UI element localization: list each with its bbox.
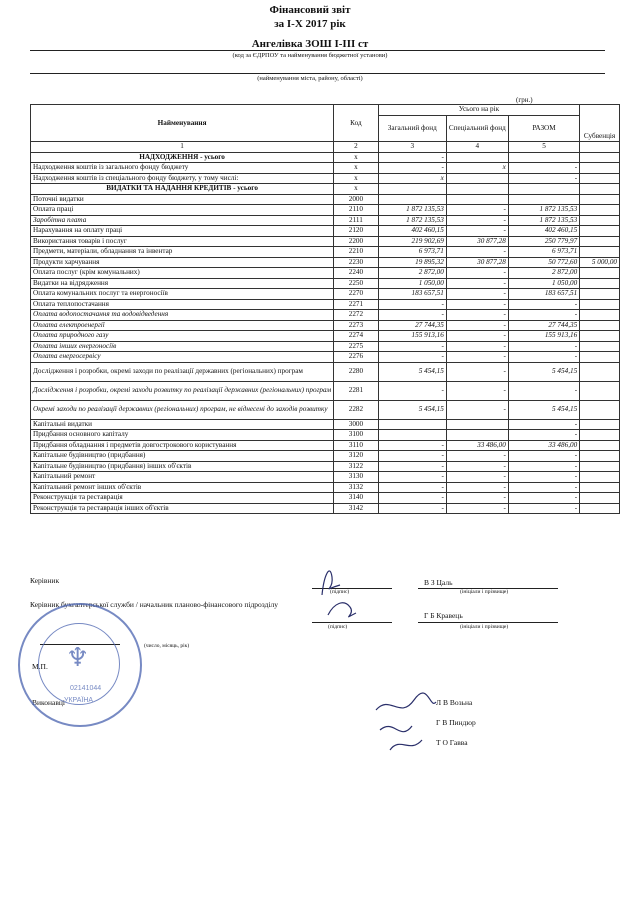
row-special: - [446,205,508,216]
row-general: 5 454,15 [378,400,446,419]
col-special-header: Спеціальний фонд [446,115,508,141]
table-row [31,215,620,226]
table-row [31,419,620,430]
row-subvention [580,400,620,419]
row-code: 2110 [334,205,379,216]
row-name: Оплата послуг (крім комунальних) [31,268,334,279]
row-total: - [508,493,579,504]
accountant-name: Г Б Кравець [424,611,463,620]
row-total: - [508,352,579,363]
col-number-2: 2 [334,142,379,153]
table-row [31,493,620,504]
row-name: Капітальний ремонт інших об'єктів [31,482,334,493]
row-name: Заробітна плата [31,215,334,226]
row-general: 1 050,00 [378,278,446,289]
row-subvention [580,503,620,514]
table-row [31,278,620,289]
row-subvention [580,362,620,381]
col-number-1: 1 [31,142,334,153]
row-subvention [580,472,620,483]
row-subvention [580,440,620,451]
row-general: - [378,493,446,504]
row-subvention [580,451,620,462]
row-general: 183 657,51 [378,289,446,300]
row-subvention [580,310,620,321]
row-code: 2240 [334,268,379,279]
col-number-4: 4 [446,142,508,153]
row-subvention [580,320,620,331]
table-row [31,289,620,300]
row-special [446,194,508,205]
row-subvention [580,461,620,472]
row-name: Дослідження і розробки, окремі заходи по реалізації державних (регіональних) програм [31,362,334,381]
row-name: Надходження коштів із спеціального фонду бюджету, у тому числі: [31,173,334,184]
row-total: - [508,451,579,462]
row-subvention [580,341,620,352]
row-general: - [378,299,446,310]
row-total: 50 772,60 [508,257,579,268]
table-row [31,482,620,493]
col-name-header: Найменування [31,105,334,142]
row-special: 30 877,28 [446,257,508,268]
row-name: Оплата інших енергоносіїв [31,341,334,352]
row-total: 5 454,15 [508,362,579,381]
row-total [508,194,579,205]
row-general: 1 872 135,53 [378,205,446,216]
row-general: - [378,341,446,352]
row-name: Реконструкція та реставрація [31,493,334,504]
row-total: 6 973,71 [508,247,579,258]
row-subvention [580,352,620,363]
table-row [31,362,620,381]
executor-2: Г В Пиндюр [436,718,476,727]
table-row [31,472,620,483]
row-code: 3122 [334,461,379,472]
row-name: Реконструкція та реставрація інших об'єктів [31,503,334,514]
row-total [508,184,579,195]
row-general: x [378,173,446,184]
table-row [31,352,620,363]
row-subvention [580,163,620,174]
row-general: 219 902,69 [378,236,446,247]
head-name-caption: (ініціали і прізвище) [460,589,509,595]
row-special: x [446,163,508,174]
head-label: Керівник [30,576,60,585]
row-total: 33 486,00 [508,440,579,451]
row-name: Продукти харчування [31,257,334,268]
table-row [31,173,620,184]
head-name: В З Цаль [424,578,453,587]
row-special: - [446,482,508,493]
table-row [31,320,620,331]
row-subvention [580,215,620,226]
row-total: 250 779,97 [508,236,579,247]
row-total: - [508,173,579,184]
table-row [31,299,620,310]
row-special: - [446,472,508,483]
row-special: - [446,352,508,363]
row-code: x [334,184,379,195]
row-name: Придбання основного капіталу [31,430,334,441]
table-row [31,331,620,342]
row-code: 2000 [334,194,379,205]
row-subvention [580,173,620,184]
col-subvention-header: Субвенція [580,105,620,142]
institution-caption: (код за ЄДРПОУ та найменування бюджетної установи) [232,52,388,59]
row-general: - [378,461,446,472]
row-general: - [378,440,446,451]
col-number-5: 5 [508,142,579,153]
row-general: - [378,503,446,514]
row-total: 402 460,15 [508,226,579,237]
row-general [378,430,446,441]
row-special [446,184,508,195]
row-subvention [580,381,620,400]
table-row [31,247,620,258]
row-subvention [580,482,620,493]
row-total: - [508,299,579,310]
row-general [378,419,446,430]
row-code: 2111 [334,215,379,226]
accountant-name-caption: (ініціали і прізвище) [460,624,509,630]
row-general: 1 872 135,53 [378,215,446,226]
row-special [446,152,508,163]
unit-label: (грн.) [516,96,533,104]
row-subvention [580,278,620,289]
row-subvention [580,184,620,195]
row-subvention [580,236,620,247]
row-general: 2 872,00 [378,268,446,279]
row-name: Оплата електроенергії [31,320,334,331]
row-code: 2276 [334,352,379,363]
row-name: Нарахування на оплату праці [31,226,334,237]
row-subvention [580,430,620,441]
executor-3: Т О Гавва [436,738,468,747]
row-special: - [446,461,508,472]
row-special [446,419,508,430]
row-special: - [446,400,508,419]
row-code: 2272 [334,310,379,321]
executors-label: Виконавці [32,698,66,707]
row-name: ВИДАТКИ ТА НАДАННЯ КРЕДИТІВ - усього [31,184,334,195]
row-subvention: 5 000,00 [580,257,620,268]
row-general: 155 913,16 [378,331,446,342]
row-name: Надходження коштів із загального фонду бюджету [31,163,334,174]
executor-1: Л В Возьна [436,698,473,707]
row-name: Оплата водопостачання та водовідведення [31,310,334,321]
date-caption: (число, місяць, рік) [144,643,190,649]
financial-table [30,104,620,514]
row-special: 33 486,00 [446,440,508,451]
row-total: 1 872 135,53 [508,205,579,216]
table-row [31,400,620,419]
accountant-sign-caption: (підпис) [328,624,348,630]
row-general: - [378,163,446,174]
row-name: Дослідження і розробки, окремі заходи розвитку по реалізації державних (регіональних) програм [31,381,334,400]
col-total-header: РАЗОМ [508,115,579,141]
row-special: - [446,310,508,321]
row-code: 2282 [334,400,379,419]
table-row [31,236,620,247]
row-general [378,194,446,205]
row-code: 2270 [334,289,379,300]
row-special: - [446,503,508,514]
row-special: - [446,341,508,352]
col-number-3: 3 [378,142,446,153]
row-name: Капітальне будівництво (придбання) інших об'єктів [31,461,334,472]
stamp-code: 02141044 [70,685,102,692]
row-special: - [446,247,508,258]
row-subvention [580,299,620,310]
row-special: - [446,278,508,289]
row-general: 27 744,35 [378,320,446,331]
row-special: - [446,289,508,300]
row-total: 1 050,00 [508,278,579,289]
row-total: - [508,310,579,321]
row-name: Поточні видатки [31,194,334,205]
table-row [31,430,620,441]
row-code: 2273 [334,320,379,331]
row-total: - [508,381,579,400]
row-special: 30 877,28 [446,236,508,247]
row-name: Оплата праці [31,205,334,216]
row-total [508,152,579,163]
row-name: Оплата енергосервісу [31,352,334,363]
table-row [31,503,620,514]
row-code: 3110 [334,440,379,451]
row-special: - [446,362,508,381]
row-code: 3100 [334,430,379,441]
row-total: - [508,163,579,174]
row-subvention [580,247,620,258]
row-code: 2120 [334,226,379,237]
row-code: 2281 [334,381,379,400]
row-special: - [446,451,508,462]
signature-scribbles-bottom [370,690,460,760]
row-code: 3140 [334,493,379,504]
row-general: - [378,451,446,462]
table-row [31,152,620,163]
col-code-header: Код [334,105,379,142]
row-code: 2274 [334,331,379,342]
location-caption: (найменування міста, району, області) [257,75,363,82]
row-total: - [508,419,579,430]
row-special: - [446,381,508,400]
trident-icon: ♆ [66,643,90,673]
official-stamp [18,603,142,727]
row-code: 2271 [334,299,379,310]
row-special: - [446,215,508,226]
table-row [31,381,620,400]
row-total: - [508,430,579,441]
accountant-name-line [418,622,558,623]
table-row [31,226,620,237]
row-general: - [378,152,446,163]
row-general: - [378,310,446,321]
row-subvention [580,493,620,504]
col-general-header: Загальний фонд [378,115,446,141]
row-total: - [508,341,579,352]
row-code: 2200 [334,236,379,247]
row-name: Капітальні видатки [31,419,334,430]
row-subvention [580,152,620,163]
row-general: 19 895,32 [378,257,446,268]
row-total: 27 744,35 [508,320,579,331]
row-name: Видатки на відрядження [31,278,334,289]
row-total: - [508,503,579,514]
row-total: 5 454,15 [508,400,579,419]
institution-underline [30,50,605,51]
row-name: Предмети, матеріали, обладнання та інвентар [31,247,334,258]
head-sign-caption: (підпис) [330,589,350,595]
row-code: x [334,163,379,174]
row-general: - [378,352,446,363]
row-special [446,430,508,441]
row-general: 6 973,71 [378,247,446,258]
row-special: - [446,320,508,331]
row-name: Оплата комунальних послуг та енергоносіїв [31,289,334,300]
seal-label: М.П. [32,662,48,671]
table-row [31,257,620,268]
row-special [446,173,508,184]
institution-name: Ангелівка ЗОШ I-III ст [251,38,369,50]
row-name: НАДХОДЖЕННЯ - усього [31,152,334,163]
row-total: 183 657,51 [508,289,579,300]
table-row [31,194,620,205]
table-row [31,184,620,195]
row-code: 2230 [334,257,379,268]
signature-scribbles-top [310,555,390,625]
row-code: 3130 [334,472,379,483]
row-total: - [508,472,579,483]
row-code: x [334,173,379,184]
stamp-country: УКРАЇНА [64,697,94,704]
row-subvention [580,194,620,205]
col-group-header: Усього на рік [378,105,579,116]
row-code: 2210 [334,247,379,258]
row-total: - [508,461,579,472]
row-name: Оплата теплопостачання [31,299,334,310]
row-special: - [446,226,508,237]
row-general [378,184,446,195]
row-subvention [580,226,620,237]
row-name: Оплата природного газу [31,331,334,342]
row-special: - [446,331,508,342]
row-general: 5 454,15 [378,362,446,381]
row-total: 2 872,00 [508,268,579,279]
row-special: - [446,268,508,279]
table-row [31,205,620,216]
row-code: 3000 [334,419,379,430]
row-general: - [378,482,446,493]
row-code: 2275 [334,341,379,352]
row-general: - [378,472,446,483]
row-code: 3120 [334,451,379,462]
row-name: Використання товарів і послуг [31,236,334,247]
report-period: за I-X 2017 рік [274,18,346,30]
report-title: Фінансовий звіт [269,4,351,16]
col-number-empty [580,142,620,153]
row-subvention [580,205,620,216]
row-subvention [580,419,620,430]
row-name: Придбання обладнання і предметів довгострокового користування [31,440,334,451]
row-code: x [334,152,379,163]
row-special: - [446,299,508,310]
table-row [31,268,620,279]
row-code: 3132 [334,482,379,493]
row-subvention [580,268,620,279]
table-row [31,163,620,174]
row-name: Капітальне будівництво (придбання) [31,451,334,462]
row-name: Капітальний ремонт [31,472,334,483]
row-general: 402 460,15 [378,226,446,237]
row-total: - [508,482,579,493]
row-code: 2280 [334,362,379,381]
accountant-label: Керівник бухгалтерської служби / начальник планово-фінансового підрозділу [30,600,279,609]
row-code: 3142 [334,503,379,514]
table-row [31,341,620,352]
table-row [31,440,620,451]
table-row [31,461,620,472]
row-subvention [580,331,620,342]
row-total: 155 913,16 [508,331,579,342]
row-special: - [446,493,508,504]
table-row [31,451,620,462]
row-subvention [580,289,620,300]
location-underline [30,73,605,74]
row-name: Окремі заходи по реалізації державних (регіональних) програм, не віднесені до заходів розвитку [31,400,334,419]
row-general: - [378,381,446,400]
row-total: 1 872 135,53 [508,215,579,226]
row-code: 2250 [334,278,379,289]
table-row [31,310,620,321]
